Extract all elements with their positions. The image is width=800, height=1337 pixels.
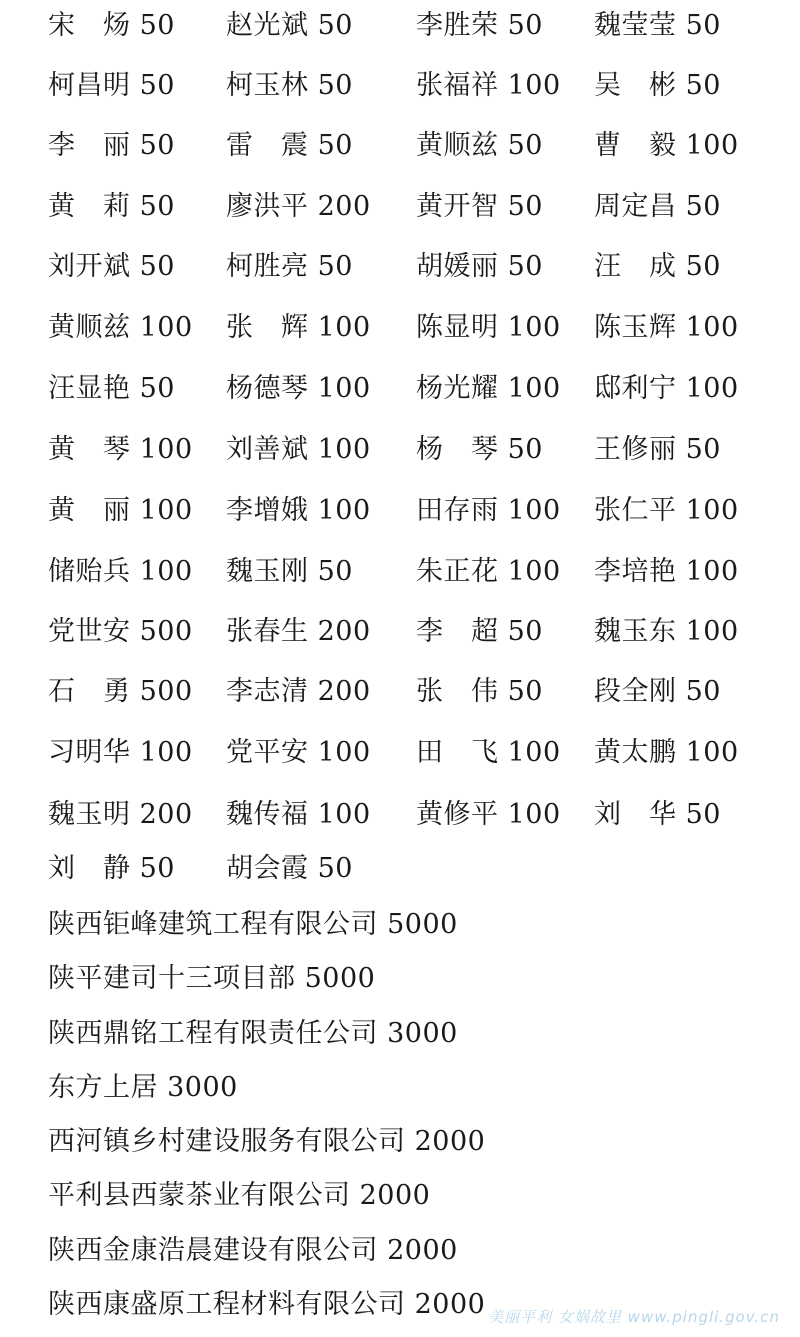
donor-row	[0, 789, 800, 849]
donor-entry: 魏传福 100	[226, 799, 371, 830]
donor-row	[0, 302, 800, 362]
organization-entry: 陕平建司十三项目部 5000	[48, 963, 376, 995]
donor-entry: 周定昌 50	[594, 191, 721, 222]
donor-entry: 邸利宁 100	[594, 373, 739, 404]
donor-entry: 黄 琴 100	[48, 434, 193, 465]
organization-entry: 陕西钜峰建筑工程有限公司 5000	[48, 909, 458, 940]
site-watermark: 美丽平利 女娲故里 www.pingli.gov.cn	[488, 1308, 780, 1326]
donor-entry: 杨德琴 100	[226, 373, 371, 404]
donor-entry: 李 超 50	[416, 616, 543, 647]
donor-entry: 杨光耀 100	[416, 373, 561, 404]
donor-entry: 朱正花 100	[416, 556, 561, 587]
donor-entry: 柯昌明 50	[48, 70, 175, 101]
donor-entry: 习明华 100	[48, 737, 193, 768]
donor-entry: 黄顺兹 50	[416, 130, 543, 161]
donor-entry: 陈显明 100	[416, 312, 561, 343]
donor-entry: 李志清 200	[226, 676, 371, 707]
donor-entry: 段全刚 50	[594, 676, 721, 707]
donor-entry: 石 勇 500	[48, 676, 193, 707]
donor-entry: 李增娥 100	[226, 495, 371, 526]
donor-entry: 魏玉刚 50	[226, 556, 353, 587]
donor-entry: 储贻兵 100	[48, 556, 193, 587]
donor-row	[0, 120, 800, 180]
organization-entry: 陕西金康浩晨建设有限公司 2000	[48, 1234, 458, 1266]
donor-entry: 田 飞 100	[416, 737, 561, 768]
donor-entry: 张福祥 100	[416, 70, 561, 101]
donor-entry: 张春生 200	[226, 616, 371, 647]
donor-entry: 杨 琴 50	[416, 434, 543, 465]
donor-row	[0, 546, 800, 606]
donor-entry: 黄太鹏 100	[594, 737, 739, 768]
donor-entry: 胡媛丽 50	[416, 251, 543, 282]
donor-entry: 党世安 500	[48, 616, 193, 647]
donor-entry: 魏玉明 200	[48, 799, 193, 830]
donor-entry: 陈玉辉 100	[594, 312, 739, 343]
donor-entry: 李培艳 100	[594, 556, 739, 587]
donor-entry: 田存雨 100	[416, 495, 561, 526]
donor-row	[0, 424, 800, 484]
donor-entry: 吴 彬 50	[594, 70, 721, 101]
donor-entry: 张仁平 100	[594, 495, 739, 526]
donor-entry: 赵光斌 50	[226, 10, 353, 41]
donor-entry: 刘 静 50	[48, 853, 175, 884]
donor-row	[0, 606, 800, 666]
donor-row	[0, 843, 800, 903]
organization-entry: 陕西康盛原工程材料有限公司 2000	[48, 1289, 486, 1321]
organization-entry: 东方上居 3000	[48, 1071, 238, 1103]
donor-entry: 李 丽 50	[48, 130, 175, 161]
donor-entry: 刘 华 50	[594, 799, 721, 830]
donor-row	[0, 241, 800, 301]
donor-entry: 柯胜亮 50	[226, 251, 353, 282]
donor-entry: 魏莹莹 50	[594, 10, 721, 41]
organization-entry: 平利县西蒙茶业有限公司 2000	[48, 1180, 431, 1212]
donor-row	[0, 60, 800, 120]
donor-entry: 刘开斌 50	[48, 251, 175, 282]
donor-entry: 黄顺兹 100	[48, 312, 193, 343]
donor-entry: 宋 炀 50	[48, 10, 175, 41]
donor-entry: 张 辉 100	[226, 312, 371, 343]
donor-entry: 党平安 100	[226, 737, 371, 768]
donor-entry: 黄 丽 100	[48, 495, 193, 526]
donor-entry: 李胜荣 50	[416, 10, 543, 41]
organization-donor-list	[48, 898, 788, 1332]
donor-entry: 汪显艳 50	[48, 373, 175, 404]
organization-entry: 陕西鼎铭工程有限责任公司 3000	[48, 1017, 458, 1049]
organization-entry: 西河镇乡村建设服务有限公司 2000	[48, 1126, 486, 1158]
donor-row	[0, 0, 800, 60]
donor-row	[0, 363, 800, 423]
donor-entry: 柯玉林 50	[226, 70, 353, 101]
donor-entry: 王修丽 50	[594, 434, 721, 465]
donor-entry: 张 伟 50	[416, 676, 543, 707]
donor-row	[0, 485, 800, 545]
donor-entry: 廖洪平 200	[226, 191, 371, 222]
donor-entry: 雷 震 50	[226, 130, 353, 161]
donor-entry: 魏玉东 100	[594, 616, 739, 647]
donor-entry: 黄 莉 50	[48, 191, 175, 222]
donor-entry: 汪 成 50	[594, 251, 721, 282]
donor-entry: 胡会霞 50	[226, 853, 353, 884]
donor-entry: 黄开智 50	[416, 191, 543, 222]
donor-entry: 黄修平 100	[416, 799, 561, 830]
donor-row	[0, 666, 800, 726]
donor-row	[0, 181, 800, 241]
donor-row	[0, 727, 800, 787]
donor-entry: 曹 毅 100	[594, 130, 739, 161]
donor-entry: 刘善斌 100	[226, 434, 371, 465]
